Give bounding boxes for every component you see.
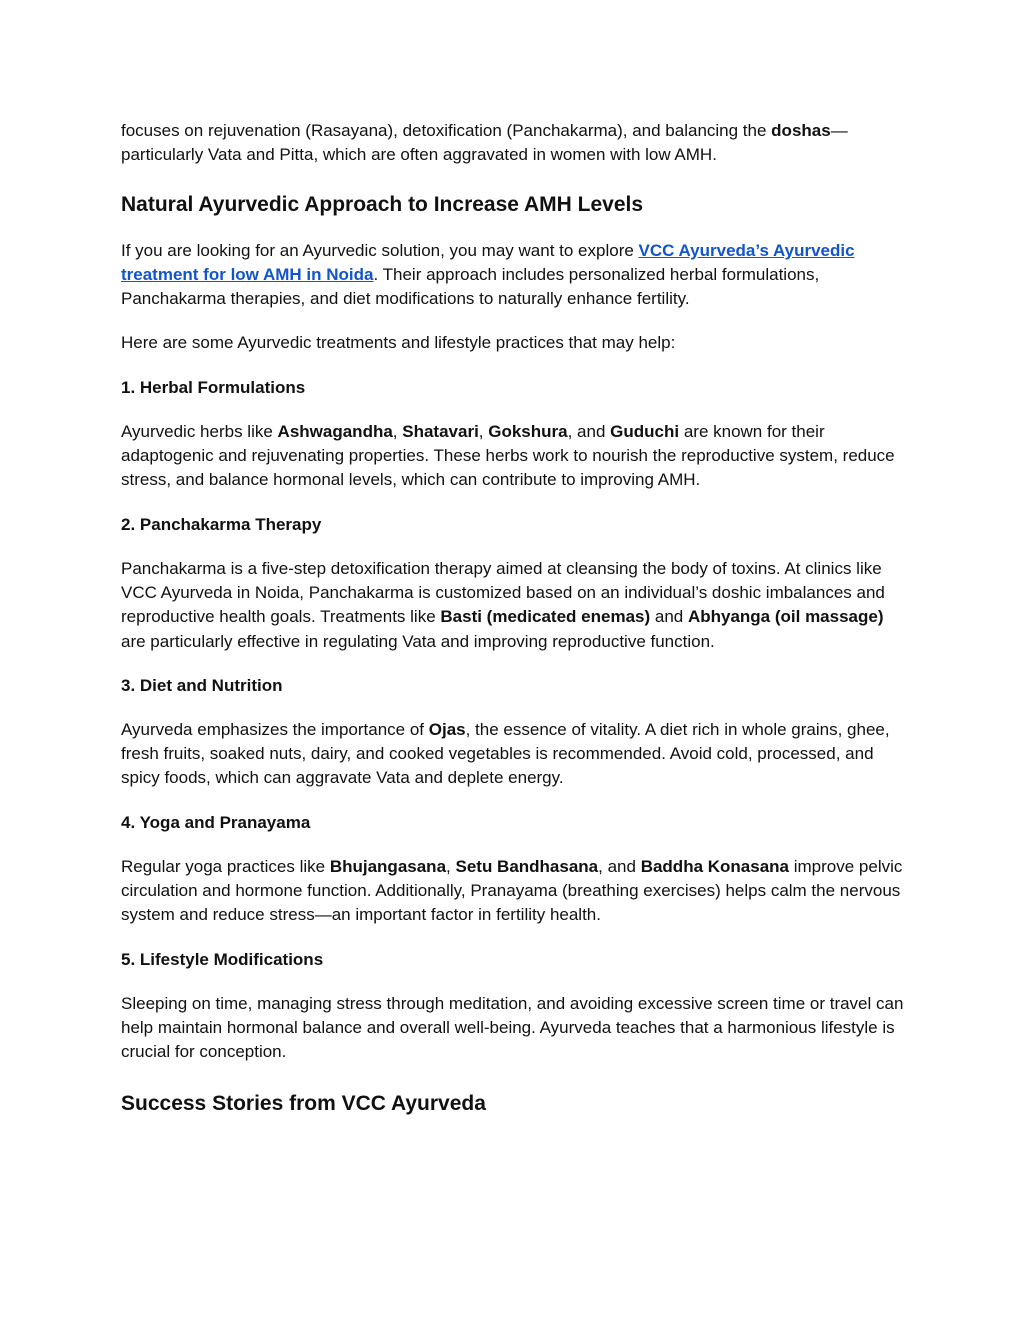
document-page — [121, 119, 911, 1118]
diet-paragraph: Ayurveda emphasizes the importance of Ojas, the essence of vitality. A diet rich in whole grains, ghee, fresh fruits, soaked nuts, dairy, and cooked vegetables is recommended. Avoid cold, processed, and spicy foods, which can aggravate Vata and deplete energy. — [121, 719, 890, 788]
panchakarma-paragraph: Panchakarma is a five-step detoxification therapy aimed at cleansing the body of toxins. At clinics like VCC Ayurveda in Noida, Panchakarma is customized based on an individual’s doshic imbalances and reproductive health goals. Treatments like Basti (medicated enemas) and Abhyanga (oil massage) are particularly effective in regulating Vata and improving reproductive function. — [121, 558, 885, 651]
bold-term: Basti (medicated enemas) — [440, 607, 651, 627]
bold-term: Ojas — [428, 719, 466, 739]
vcc-treatment-link[interactable]: VCC Ayurveda’s Ayurvedic treatment for low AMH in Noida — [121, 240, 855, 284]
bold-term: Setu Bandhasana — [455, 856, 599, 876]
approach-paragraph: If you are looking for an Ayurvedic solution, you may want to explore VCC Ayurveda’s Ayurvedic treatment for low AMH in Noida. Their approach includes personalized herbal formulations, Panchakarma therapies, and diet modifications to naturally enhance fertility. — [121, 240, 855, 309]
item-heading-herbal: 1. Herbal Formulations — [121, 377, 306, 397]
practices-intro-paragraph: Here are some Ayurvedic treatments and lifestyle practices that may help: — [121, 333, 676, 353]
section-heading-success-stories: Success Stories from VCC Ayurveda — [121, 1091, 486, 1115]
yoga-paragraph: Regular yoga practices like Bhujangasana, Setu Bandhasana, and Baddha Konasana improve pelvic circulation and hormone function. Additionally, Pranayama (breathing exercises) helps calm the nervous system and reduce stress—an important factor in fertility health. — [121, 856, 903, 925]
bold-term: Shatavari — [402, 421, 479, 441]
bold-term: Guduchi — [610, 421, 680, 441]
bold-term: Baddha Konasana — [640, 856, 789, 876]
bold-term: Gokshura — [488, 421, 568, 441]
item-heading-lifestyle: 5. Lifestyle Modifications — [121, 949, 324, 969]
intro-paragraph: focuses on rejuvenation (Rasayana), detoxification (Panchakarma), and balancing the doshas—particularly Vata and Pitta, which are often aggravated in women with low AMH. — [121, 121, 848, 165]
section-heading-approach: Natural Ayurvedic Approach to Increase AMH Levels — [121, 192, 644, 216]
item-heading-yoga: 4. Yoga and Pranayama — [121, 812, 311, 832]
lifestyle-paragraph: Sleeping on time, managing stress through meditation, and avoiding excessive screen time or travel can help maintain hormonal balance and overall well-being. Ayurveda teaches that a harmonious lifestyle is crucial for conception. — [121, 993, 904, 1062]
bold-term: Ashwagandha — [277, 421, 393, 441]
bold-term: Bhujangasana — [329, 856, 447, 876]
item-heading-diet: 3. Diet and Nutrition — [121, 675, 283, 695]
herbal-paragraph: Ayurvedic herbs like Ashwagandha, Shatavari, Gokshura, and Guduchi are known for their adaptogenic and rejuvenating properties. These herbs work to nourish the reproductive system, reduce stress, and balance hormonal levels, which can contribute to improving AMH. — [121, 421, 895, 490]
bold-term: Abhyanga (oil massage) — [687, 607, 884, 627]
bold-term-doshas: doshas — [771, 121, 831, 140]
item-heading-panchakarma: 2. Panchakarma Therapy — [121, 514, 322, 534]
